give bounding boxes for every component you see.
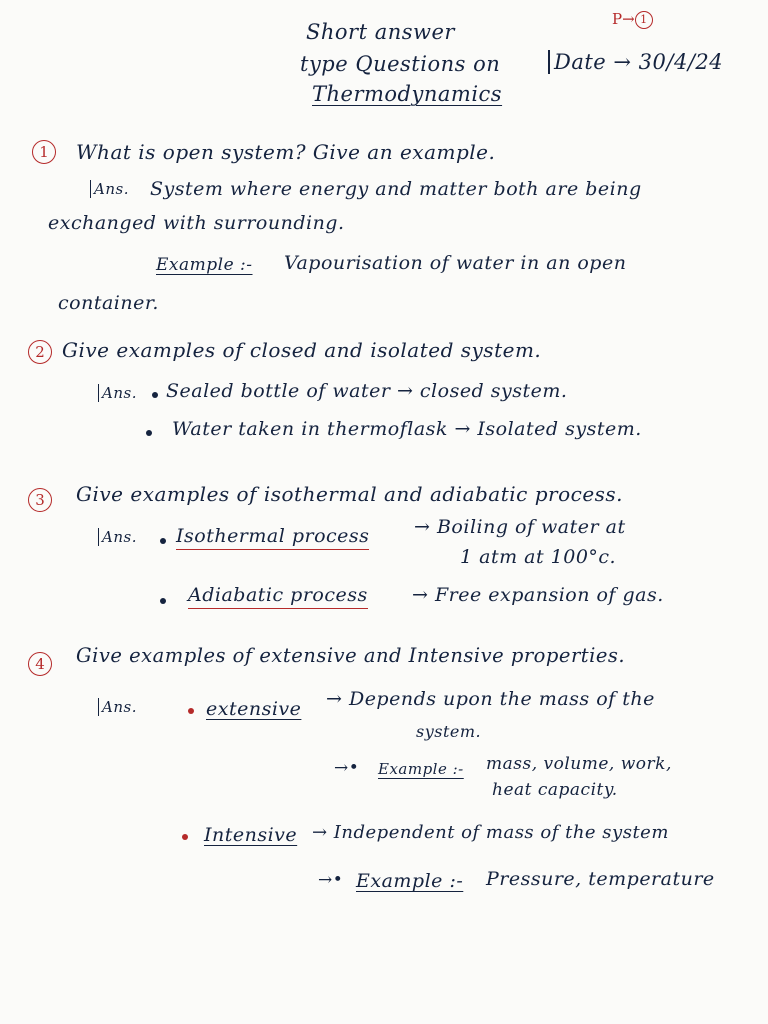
answer-4-extensive-text: → Depends upon the mass of the (326, 688, 655, 710)
bullet (188, 708, 194, 714)
answer-1-example-label: Example :- (156, 255, 253, 275)
answer-4-extensive-example-prefix: →• (334, 758, 360, 778)
answer-4-intensive-label: Intensive (204, 824, 298, 846)
answer-1-line-1: System where energy and matter both are being (150, 178, 642, 200)
answer-4-intensive-example-label: Example :- (356, 870, 464, 892)
answer-3-item-1-text-2: 1 atm at 100°c. (460, 546, 617, 568)
answer-4-label: Ans. (98, 698, 137, 716)
answer-1-example-text-2: container. (58, 292, 159, 314)
answer-3-item-1-label: Isothermal process (176, 525, 369, 550)
answer-4-intensive-example-text: Pressure, temperature (486, 868, 715, 890)
answer-1-line-2: exchanged with surrounding. (48, 212, 345, 234)
answer-3-label: Ans. (98, 528, 137, 546)
title-line-3: Thermodynamics (312, 82, 503, 106)
bullet (160, 538, 166, 544)
answer-4-extensive-example-text-2: heat capacity. (492, 780, 618, 800)
question-2-text: Give examples of closed and isolated system. (62, 338, 542, 362)
bullet (160, 598, 166, 604)
page-number-mark (612, 10, 653, 29)
answer-3-item-2-text: → Free expansion of gas. (412, 584, 664, 606)
answer-4-intensive-text: → Independent of mass of the system (312, 822, 669, 843)
answer-1-label: Ans. (90, 180, 129, 198)
question-number-4: 4 (28, 652, 52, 676)
question-4-text: Give examples of extensive and Intensive properties. (76, 644, 626, 667)
answer-2-item-2: Water taken in thermoflask → Isolated system. (172, 418, 642, 440)
page-mark-number: 1 (635, 11, 653, 29)
bullet (182, 834, 188, 840)
answer-4-intensive-example-prefix: →• (318, 870, 344, 890)
answer-3-item-2-label: Adiabatic process (188, 584, 368, 609)
answer-2-item-1: Sealed bottle of water → closed system. (166, 380, 568, 402)
bullet (146, 430, 152, 436)
title-line-2: type Questions on (300, 52, 501, 76)
question-number-3: 3 (28, 488, 52, 512)
question-3-text: Give examples of isothermal and adiabatic process. (76, 482, 624, 506)
bullet (152, 392, 158, 398)
answer-4-extensive-example-label: Example :- (378, 760, 464, 778)
title-line-1: Short answer (306, 20, 455, 44)
date: Date → 30/4/24 (548, 50, 723, 74)
answer-1-example-text: Vapourisation of water in an open (284, 252, 627, 274)
answer-4-extensive-text-2: system. (416, 722, 482, 741)
question-number-1: 1 (32, 140, 56, 164)
answer-2-label: Ans. (98, 384, 137, 402)
page-mark-prefix: P→ (612, 10, 635, 28)
question-number-2: 2 (28, 340, 52, 364)
answer-3-item-1-text: → Boiling of water at (414, 516, 626, 538)
answer-4-extensive-label: extensive (206, 698, 302, 720)
answer-4-extensive-example-text: mass, volume, work, (486, 754, 672, 774)
question-1-text: What is open system? Give an example. (76, 140, 496, 164)
